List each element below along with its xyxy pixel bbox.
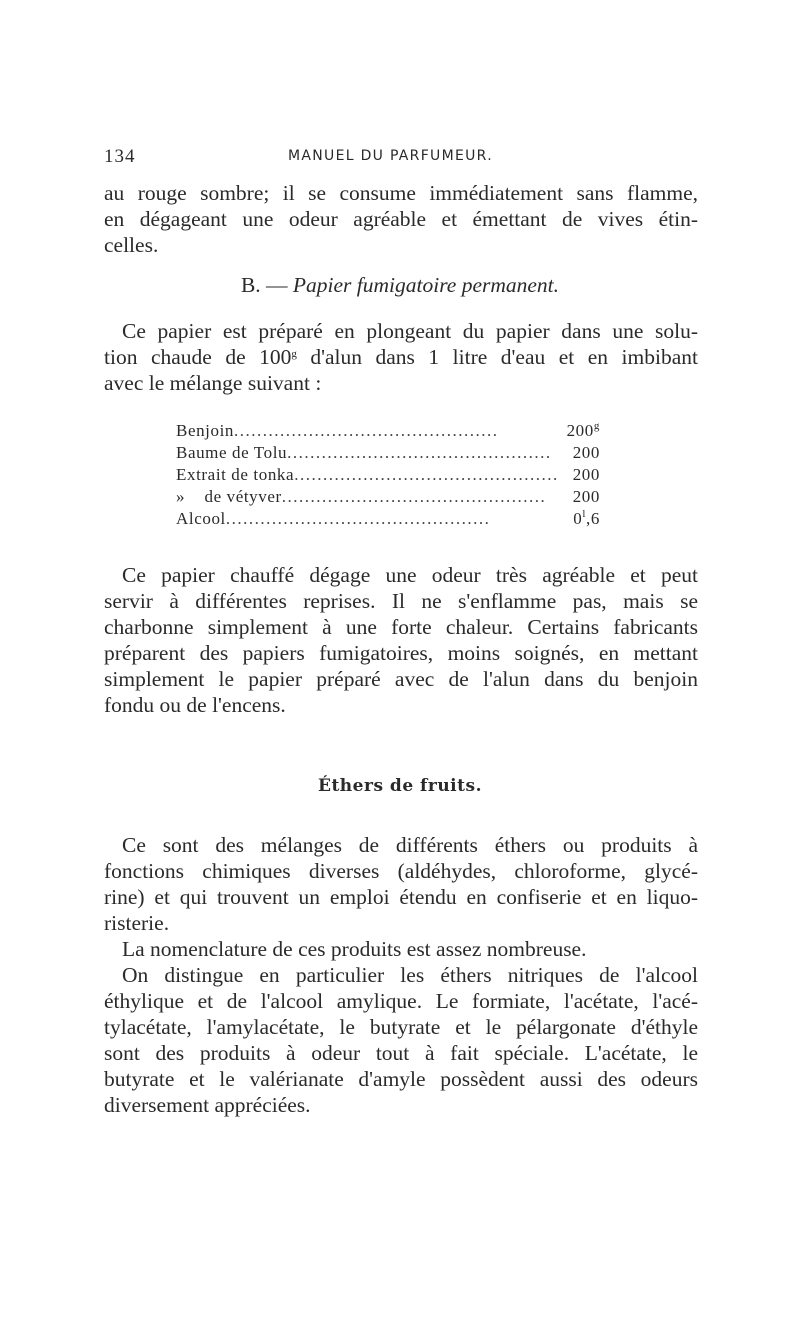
paragraph-line: celles. [104, 233, 159, 257]
paragraph-line: éthylique et de l'alcool amylique. Le formiate, l'acétate, l'acé- [104, 989, 698, 1013]
paragraph-line: butyrate et le valérianate d'amyle possèdent aussi des odeurs [104, 1067, 698, 1091]
section-heading [0, 272, 800, 298]
paragraph-line: tylacétate, l'amylacétate, le butyrate et le pélargonate d'éthyle [104, 1015, 698, 1039]
recipe-ingredient: » de vétyver.............................................. [176, 487, 547, 506]
paragraph-line: risterie. [104, 911, 170, 935]
recipe-row [176, 442, 600, 464]
paragraph-line: Ce papier est préparé en plongeant du papier dans une solu- [122, 319, 698, 343]
paragraph-line: Ce papier chauffé dégage une odeur très agréable et peut [122, 563, 698, 587]
paragraph-line: fondu ou de l'encens. [104, 693, 286, 717]
section-heading-title: Papier fumigatoire permanent. [292, 273, 560, 297]
paragraph-line: rine) et qui trouvent un emploi étendu en confiserie et en liquo- [104, 885, 698, 909]
recipe-row [176, 508, 600, 530]
paragraph-line-text: tion chaude de 100$^g$ d'alun dans 1 litre d'eau et en imbibant [104, 345, 698, 369]
recipe-ingredient: Alcool.............................................. [176, 509, 491, 528]
recipe-ingredient: Extrait de tonka.............................................. [176, 465, 559, 484]
recipe-row [176, 486, 600, 508]
recipe-quantity: 200 [572, 487, 600, 506]
page-header [104, 146, 698, 170]
recipe-quantity: 0$^l$,6 [573, 508, 600, 528]
recipe-quantity: 200$^g$ [566, 420, 600, 440]
paragraph-line: On distingue en particulier les éthers nitriques de l'alcool [122, 963, 698, 987]
recipe-row [176, 420, 600, 442]
recipe-quantity: 200 [572, 443, 600, 462]
recipe-quantity: 200 [572, 465, 600, 484]
paragraph-line: La nomenclature de ces produits est assez nombreuse. [122, 937, 587, 961]
paragraph-line [104, 344, 698, 370]
paragraph-line: charbonne simplement à une forte chaleur. Certains fabricants [104, 615, 698, 639]
paragraph-line: servir à différentes reprises. Il ne s'enflamme pas, mais se [104, 589, 698, 613]
paragraph-line: au rouge sombre; il se consume immédiatement sans flamme, [104, 181, 698, 205]
paragraph-line: sont des produits à odeur tout à fait spéciale. L'acétate, le [104, 1041, 698, 1065]
paragraph-line: fonctions chimiques diverses (aldéhydes, chloroforme, glycé- [104, 859, 698, 883]
recipe-ingredient: Benjoin.............................................. [176, 421, 499, 440]
paragraph-line: simplement le papier préparé avec de l'alun dans du benjoin [104, 667, 698, 691]
paragraph-line: diversement appréciées. [104, 1093, 311, 1117]
paragraph-line: en dégageant une odeur agréable et émettant de vives étin- [104, 207, 698, 231]
paragraph-line: préparent des papiers fumigatoires, moins soignés, en mettant [104, 641, 698, 665]
section-title: Éthers de fruits. [318, 776, 482, 796]
recipe-row [176, 464, 600, 486]
paragraph-line: Ce sont des mélanges de différents éthers ou produits à [122, 833, 698, 857]
page-number: 134 [104, 146, 136, 167]
recipe-ingredient: Baume de Tolu.............................................. [176, 443, 552, 462]
section-heading-prefix: B. — [240, 273, 293, 297]
running-title: MANUEL DU PARFUMEUR. [288, 148, 493, 164]
paragraph-line: avec le mélange suivant : [104, 371, 322, 395]
